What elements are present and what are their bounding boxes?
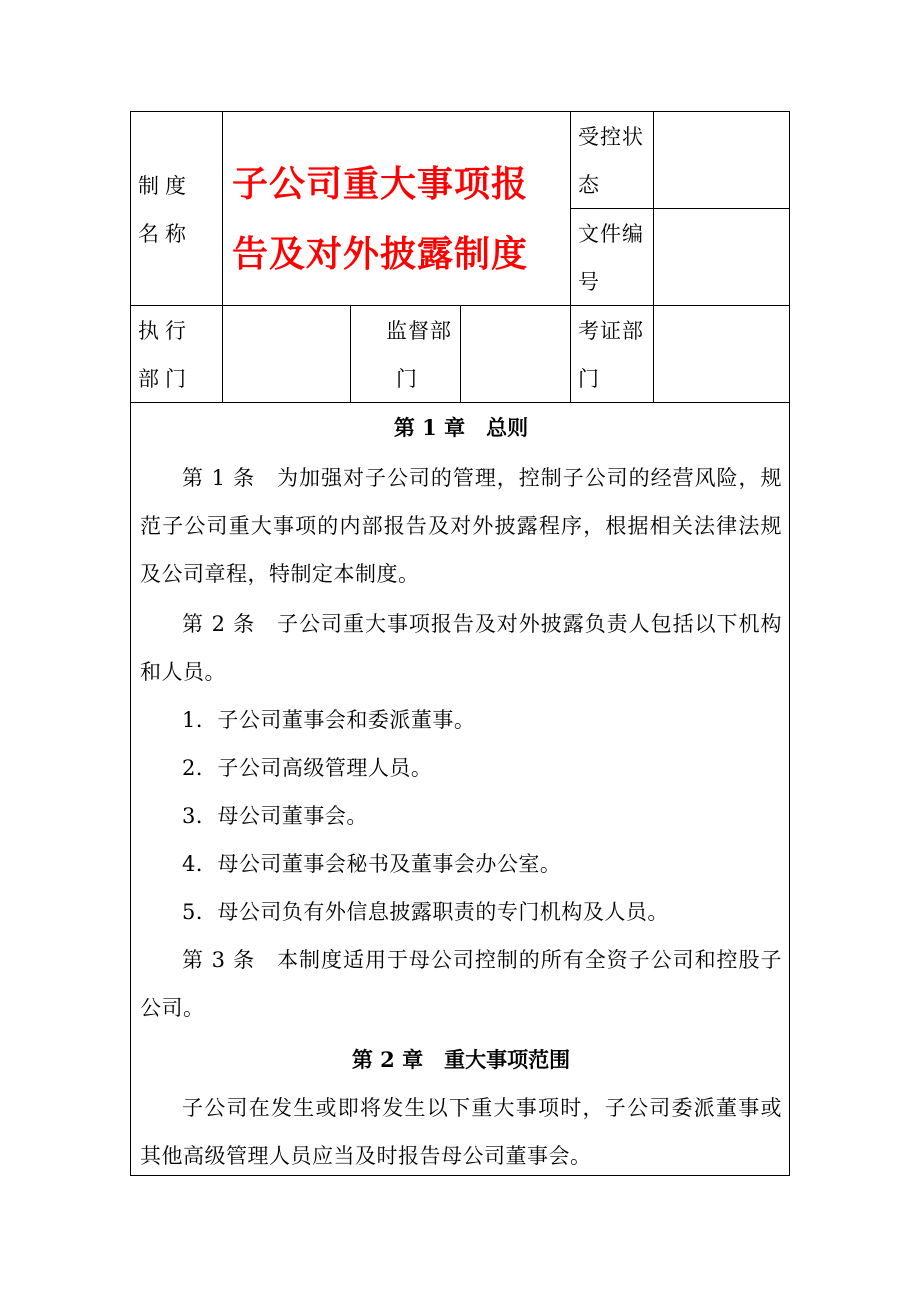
divider	[350, 305, 351, 402]
label-supervise-dept-line2: 门	[396, 367, 418, 391]
divider	[130, 402, 790, 403]
policy-title	[232, 150, 562, 290]
label-file-number: 文件编号	[578, 222, 644, 294]
divider	[460, 305, 461, 402]
article-3: 第 3 条 本制度适用于母公司控制的所有全资子公司和控股子公司。	[140, 948, 782, 1020]
divider	[570, 111, 571, 402]
policy-title-line1: 子公司重大事项报	[232, 164, 529, 205]
policy-title-line2: 告及对外披露制度	[232, 234, 529, 275]
list-item: 2．子公司高级管理人员。	[182, 756, 433, 780]
divider	[222, 111, 223, 402]
label-exec-dept: 执行部门	[138, 319, 192, 391]
chapter-2-intro: 子公司在发生或即将发生以下重大事项时，子公司委派董事或其他高级管理人员应当及时报告母公司董事会。	[140, 1096, 782, 1168]
list-item: 4．母公司董事会秘书及董事会办公室。	[182, 852, 562, 876]
divider	[653, 111, 654, 402]
article-1: 第 1 条 为加强对子公司的管理，控制子公司的经营风险，规范子公司重大事项的内部报告及对外披露程序，根据相关法律法规及公司章程，特制定本制度。	[140, 466, 782, 586]
chapter-1-heading: 第 1 章 总则	[393, 415, 529, 440]
list-item: 3．母公司董事会。	[182, 804, 368, 828]
chapter-2-heading: 第 2 章 重大事项范围	[351, 1047, 571, 1072]
list-item: 1．子公司董事会和委派董事。	[182, 708, 476, 732]
label-supervise-dept-line1: 监督部	[386, 319, 452, 343]
policy-body	[140, 404, 782, 1180]
list-item: 5．母公司负有外信息披露职责的专门机构及人员。	[182, 900, 669, 924]
label-control-status: 受控状态	[578, 125, 644, 197]
label-verify-dept: 考证部门	[578, 319, 644, 391]
article-2: 第 2 条 子公司重大事项报告及对外披露负责人包括以下机构和人员。	[140, 612, 782, 684]
label-policy-name: 制度名称	[138, 174, 192, 246]
